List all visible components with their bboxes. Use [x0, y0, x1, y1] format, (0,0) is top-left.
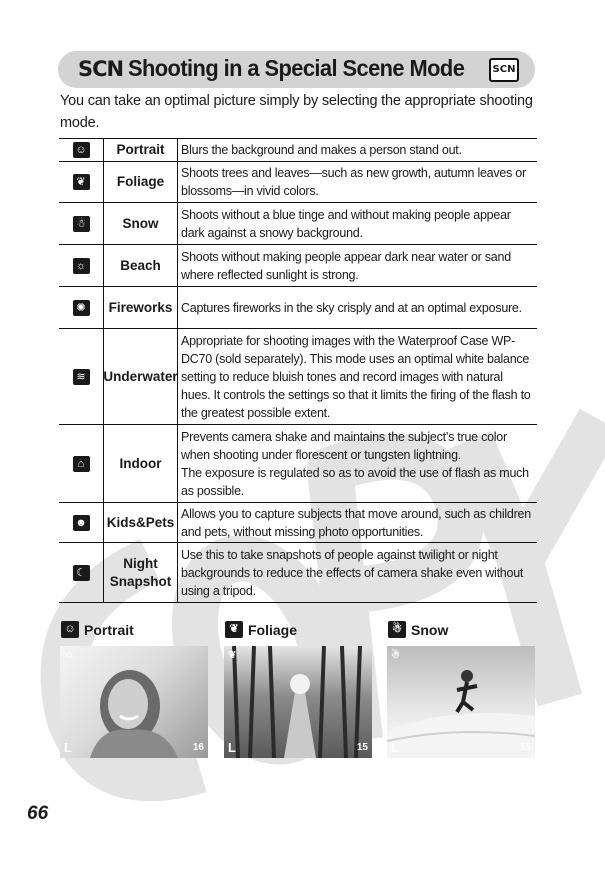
page-title: Shooting in a Special Scene Mode — [128, 55, 465, 81]
portrait-icon: ☺ — [73, 142, 90, 158]
table-row — [59, 162, 537, 203]
underwater-icon: ≋ — [73, 369, 90, 385]
image-size-icon: L — [64, 740, 72, 755]
table-row — [59, 503, 537, 543]
mode-name-line: Night — [123, 555, 158, 571]
portrait-sample-photo — [60, 646, 208, 758]
fireworks-icon: ✺ — [73, 300, 90, 316]
mode-name: Underwater — [104, 329, 178, 424]
mode-name: Snow — [104, 203, 178, 244]
mode-description: Appropriate for shooting images with the Waterproof Case WP-DC70 (sold separately). This mode uses an optimal white balance setting to reduce bluish tones and record images with natural hues. It controls the settings so that it limits the firing of the flash to the greatest possible extent. — [181, 333, 531, 420]
snow-icon: ☃ — [73, 216, 90, 232]
snow-icon: ☃ — [391, 650, 400, 661]
mode-name: Fireworks — [104, 287, 178, 328]
kids-pets-icon: ☻ — [73, 515, 90, 531]
foliage-sample-photo — [224, 646, 372, 758]
mode-name — [104, 543, 178, 602]
night-snapshot-icon: ☾ — [73, 565, 90, 581]
mode-description: Captures fireworks in the sky crisply and at an optimal exposure. — [181, 300, 522, 315]
mode-name: Portrait — [104, 139, 178, 161]
foliage-icon: ❦ — [73, 174, 90, 190]
image-size-icon: L — [391, 740, 399, 755]
scene-mode-table — [59, 138, 537, 603]
thumbnail-label-snow: ☃ Snow — [388, 621, 448, 638]
mode-description-note: The exposure is regulated so as to avoid the use of flash as much as possible. — [181, 465, 529, 498]
mode-description: Allows you to capture subjects that move around, such as children and pets, without missing photo opportunities. — [181, 506, 531, 539]
shot-count: 16 — [192, 742, 204, 753]
intro-text: You can take an optimal picture simply by selecting the appropriate shooting mode. — [60, 93, 533, 131]
table-row — [59, 139, 537, 162]
thumbnail-label-foliage: ❦ Foliage — [225, 621, 297, 638]
mode-description: Shoots without making people appear dark near water or sand where reflected sunlight is strong. — [181, 249, 511, 282]
image-size-icon: L — [228, 740, 236, 755]
table-row — [59, 203, 537, 245]
table-row — [59, 287, 537, 329]
beach-icon: ☼ — [73, 258, 90, 274]
section-title-banner — [58, 51, 535, 88]
mode-description: Shoots without a blue tinge and without making people appear dark against a snowy background. — [181, 207, 511, 240]
mode-name-line: Snapshot — [109, 573, 172, 589]
mode-description: Shoots trees and leaves—such as new growth, autumn leaves or blossoms—in vivid colors. — [181, 166, 526, 198]
mode-description: Use this to take snapshots of people against twilight or night backgrounds to reduce the effects of camera shake even without using a tripod. — [181, 547, 524, 598]
mode-description: Blurs the background and makes a person stand out. — [181, 143, 462, 157]
table-row — [59, 543, 537, 603]
scn-mode-icon: SCN — [78, 57, 124, 81]
mode-name: Kids&Pets — [104, 503, 178, 542]
mode-description: Prevents camera shake and maintains the subject’s true color when shooting under florescent or tungsten lightning. — [181, 429, 507, 462]
mode-name: Foliage — [104, 162, 178, 202]
indoor-icon: ⌂ — [73, 456, 90, 472]
scn-button-icon: SCN — [489, 58, 519, 82]
snow-icon: ☃ — [388, 621, 406, 638]
shot-count: 15 — [356, 742, 368, 753]
thumbnail-label-portrait: ☺ Portrait — [61, 621, 134, 638]
foliage-icon: ❦ — [228, 650, 237, 661]
mode-name: Indoor — [104, 425, 178, 502]
shot-count: 15 — [519, 742, 531, 753]
snow-sample-photo — [387, 646, 535, 758]
portrait-icon: ☺ — [64, 650, 75, 661]
mode-name: Beach — [104, 245, 178, 286]
table-row — [59, 425, 537, 503]
page-number: 66 — [27, 803, 49, 824]
table-row — [59, 245, 537, 287]
portrait-icon: ☺ — [61, 621, 79, 638]
foliage-icon: ❦ — [225, 621, 243, 638]
table-row — [59, 329, 537, 425]
